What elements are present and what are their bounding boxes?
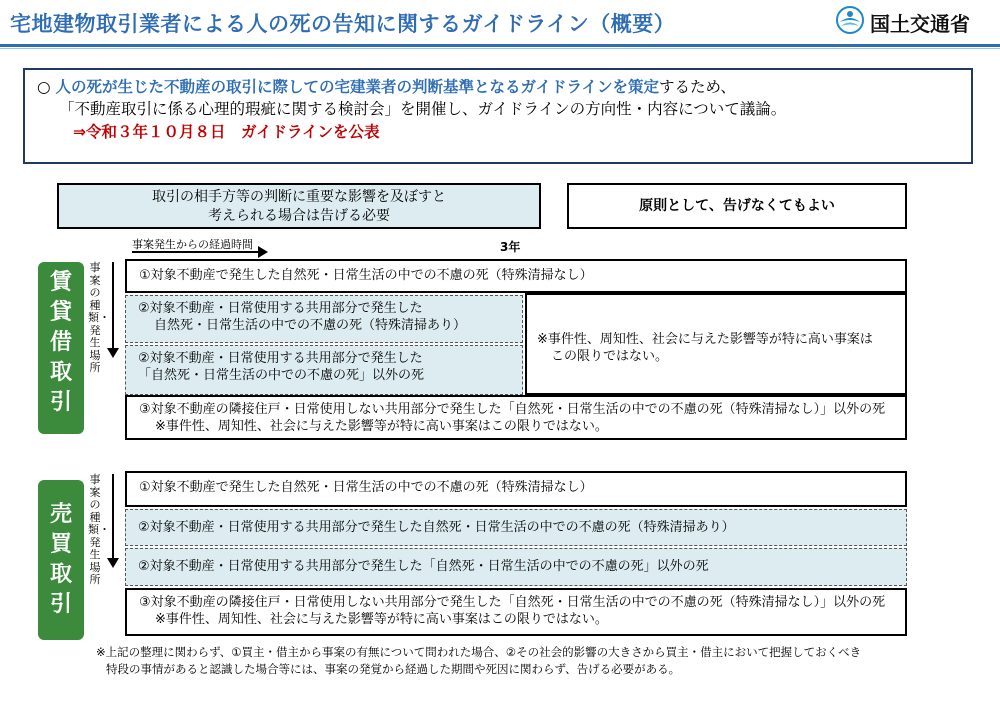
rental-note-line-1: ※事件性、周知性、社会に与えた影響等が特に高い事案は — [537, 332, 873, 347]
logo-text: 国土交通省 — [870, 12, 970, 36]
must-disclose-header — [57, 183, 541, 229]
case-type-vertical-label-sale: 事案の種類・発生場所 — [88, 473, 110, 586]
rental-row-2-line-2: 自然死・日常生活の中での不慮の死（特殊清掃あり） — [154, 318, 467, 333]
three-year-marker: 3年 — [500, 240, 521, 254]
rental-note-line-2: この限りではない。 — [551, 349, 669, 364]
footnote — [96, 644, 861, 678]
rental-row-2 — [125, 295, 523, 343]
elapsed-time-label: 事案発生からの経過時間 — [132, 238, 253, 251]
mlit-logo — [836, 6, 996, 38]
elapsed-time-arrow — [132, 251, 262, 253]
rental-exception-note — [525, 293, 907, 395]
rental-row-1: ①対象不動産で発生した自然死・日常生活の中での不慮の死（特殊清掃なし） — [125, 259, 907, 293]
no-need-disclose-header: 原則として、告げなくてもよい — [567, 183, 907, 229]
case-type-arrow — [112, 262, 114, 350]
arrow-down-icon-sale — [107, 558, 119, 568]
rental-row-4 — [125, 395, 907, 440]
sale-row-4-line-2: ※事件性、周知性、社会に与えた影響等が特に高い事案はこの限りではない。 — [155, 612, 608, 627]
intro-emphasis: 人の死が生じた不動産の取引に際しての宅建業者の判断基準となるガイドラインを策定 — [55, 78, 660, 96]
must-disclose-line-2: 考えられる場合は告げる必要 — [208, 208, 390, 224]
intro-box — [23, 68, 973, 164]
sale-row-3: ②対象不動産・日常使用する共用部分で発生した「自然死・日常生活の中での不慮の死」以外の死 — [125, 548, 907, 586]
case-type-vertical-label: 事案の種類・発生場所 — [88, 261, 110, 374]
sale-row-2: ②対象不動産・日常使用する共用部分で発生した自然死・日常生活の中での不慮の死（特殊清掃あり） — [125, 509, 907, 546]
rental-row-3-line-2: 「自然死・日常生活の中での不慮の死」以外の死 — [138, 368, 425, 383]
sale-row-4 — [125, 588, 907, 636]
mlit-logo-icon — [836, 6, 864, 34]
intro-line-1 — [37, 76, 959, 98]
rental-row-4-line-2: ※事件性、周知性、社会に与えた影響等が特に高い事案はこの限りではない。 — [155, 419, 608, 434]
rental-row-4-line-1: ③対象不動産の隣接住戸・日常使用しない共用部分で発生した「自然死・日常生活の中での不慮の死（特殊清掃なし）」以外の死 — [139, 402, 886, 417]
intro-line-2: 「不動産取引に係る心理的瑕疵に関する検討会」を開催し、ガイドラインの方向性・内容について議論。 — [59, 100, 787, 118]
arrow-right-icon — [258, 246, 268, 258]
rental-row-3-line-1: ②対象不動産・日常使用する共用部分で発生した — [138, 351, 423, 366]
rental-row-2-line-1: ②対象不動産・日常使用する共用部分で発生した — [138, 301, 423, 316]
title-divider-light — [0, 48, 1000, 49]
page-title: 宅地建物取引業者による人の死の告知に関するガイドライン（概要） — [10, 12, 676, 36]
footnote-line-2: 特段の事情があると認識した場合等には、事案の発覚から経過した期間や死因に関わらず、告げる必要がある。 — [106, 662, 681, 676]
footnote-line-1: ※上記の整理に関わらず、①買主・借主から事案の有無について問われた場合、②その社会的影響の大きさから買主・借主において把握しておくべき — [96, 645, 862, 659]
rental-row-3 — [125, 345, 523, 395]
title-divider — [0, 44, 1000, 47]
must-disclose-line-1: 取引の相手方等の判断に重要な影響を及ぼすと — [152, 189, 446, 205]
sale-row-1: ①対象不動産で発生した自然死・日常生活の中での不慮の死（特殊清掃なし） — [125, 471, 907, 507]
arrow-down-icon — [107, 348, 119, 358]
rental-label-text: 賃貸借取引 — [50, 270, 73, 415]
sale-label-text: 売買取引 — [50, 502, 73, 617]
rental-transaction-label — [38, 262, 84, 434]
sale-row-4-line-1: ③対象不動産の隣接住戸・日常使用しない共用部分で発生した「自然死・日常生活の中での不慮の死（特殊清掃なし）」以外の死 — [139, 595, 886, 610]
intro-announcement: ⇒令和３年１０月８日 ガイドラインを公表 — [73, 123, 380, 141]
case-type-arrow-sale — [112, 474, 114, 560]
sale-transaction-label — [38, 480, 84, 640]
intro-bullet: ○ — [37, 78, 51, 96]
intro-line-1-rest: するため、 — [659, 78, 736, 96]
